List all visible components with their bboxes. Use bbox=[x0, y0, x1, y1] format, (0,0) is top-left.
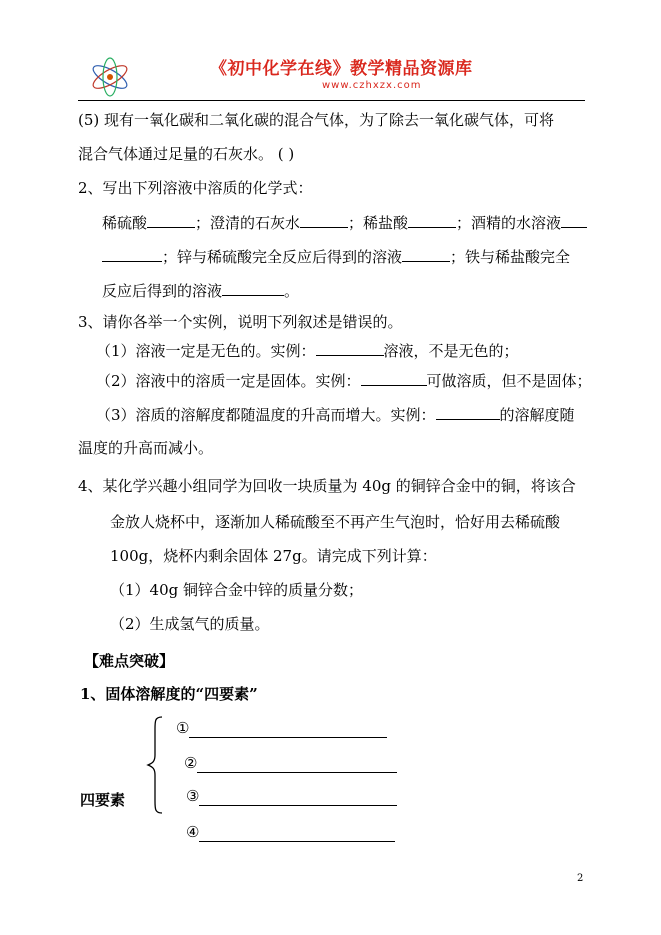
q2-period: 。 bbox=[284, 282, 300, 300]
element-marker-2: ② bbox=[184, 754, 198, 772]
section-heading: 【难点突破】 bbox=[84, 652, 175, 670]
left-brace-icon bbox=[146, 715, 164, 815]
element-row-4 bbox=[186, 822, 395, 842]
q4-line1: 4、某化学兴趣小组同学为回收一块质量为 40g 的铜锌合金中的铜，将该合 bbox=[78, 477, 576, 495]
element-blank-4[interactable] bbox=[199, 825, 395, 842]
q2-line2 bbox=[102, 246, 570, 267]
element-blank-2[interactable] bbox=[197, 756, 397, 773]
q3-blank-2[interactable] bbox=[361, 370, 427, 386]
q2-stem: 2、写出下列溶液中溶质的化学式： bbox=[78, 179, 313, 197]
element-row-2 bbox=[184, 753, 397, 773]
element-blank-3[interactable] bbox=[199, 789, 397, 806]
q1-item5-line2: 混合气体通过足量的石灰水。 ( ) bbox=[78, 145, 295, 163]
q2-line3 bbox=[102, 280, 299, 301]
element-blank-1[interactable] bbox=[189, 721, 387, 738]
q2-blank-4a[interactable] bbox=[561, 212, 587, 228]
q2-label-zinc-sulfuric: ；锌与稀硫酸完全反应后得到的溶液 bbox=[162, 248, 403, 266]
element-marker-1: ① bbox=[176, 719, 190, 737]
q3-item3-text-end: 的溶解度随 bbox=[499, 406, 575, 424]
q3-item2 bbox=[96, 370, 592, 391]
q2-label-dilute-sulfuric: 稀硫酸 bbox=[102, 214, 148, 232]
q2-blank-6[interactable] bbox=[222, 280, 284, 296]
page-number: 2 bbox=[577, 873, 584, 884]
q2-label-iron-hcl: ；铁与稀盐酸完全 bbox=[450, 248, 571, 266]
q4-sub1: （1）40g 铜锌合金中锌的质量分数； bbox=[110, 581, 364, 599]
element-marker-4: ④ bbox=[186, 823, 200, 841]
four-elements-label: 四要素 bbox=[80, 791, 126, 809]
q4-line3: 100g，烧杯内剩余固体 27g。请完成下列计算： bbox=[110, 547, 437, 565]
q3-item1-text: （1）溶液一定是无色的。实例： bbox=[96, 342, 316, 360]
q2-line1 bbox=[102, 212, 587, 233]
element-row-1 bbox=[176, 718, 387, 738]
q2-blank-1[interactable] bbox=[147, 212, 195, 228]
q2-label-limewater: ；澄清的石灰水 bbox=[195, 214, 301, 232]
q2-blank-3[interactable] bbox=[408, 212, 456, 228]
element-row-3 bbox=[186, 786, 397, 806]
header-url: www.czhxzx.com bbox=[322, 80, 422, 91]
q3-item3-text: （3）溶质的溶解度都随温度的升高而增大。实例： bbox=[96, 406, 436, 424]
q3-blank-1[interactable] bbox=[316, 340, 384, 356]
q3-item1-text-end: 溶液，不是无色的； bbox=[383, 342, 519, 360]
section-subheading: 1、固体溶解度的“四要素” bbox=[80, 685, 258, 703]
q4-sub2: （2）生成氢气的质量。 bbox=[110, 615, 270, 633]
q3-item3-cont: 温度的升高而减小。 bbox=[78, 439, 214, 457]
element-marker-3: ③ bbox=[186, 787, 200, 805]
q2-label-dilute-hcl: ；稀盐酸 bbox=[348, 214, 409, 232]
q2-blank-5[interactable] bbox=[402, 246, 450, 262]
q3-blank-3[interactable] bbox=[436, 404, 500, 420]
q3-stem: 3、请你各举一个实例，说明下列叙述是错误的。 bbox=[78, 313, 403, 331]
header-title: 《初中化学在线》教学精品资源库 bbox=[210, 59, 473, 79]
q3-item1 bbox=[96, 340, 519, 361]
q3-item3 bbox=[96, 404, 575, 425]
q1-item5-line1: (5) 现有一氧化碳和二氧化碳的混合气体，为了除去一氧化碳气体，可将 bbox=[78, 111, 555, 129]
q2-label-alcohol-solution: ；酒精的水溶液 bbox=[456, 214, 562, 232]
q2-label-iron-hcl-cont: 反应后得到的溶液 bbox=[102, 282, 223, 300]
q2-blank-4b[interactable] bbox=[102, 246, 162, 262]
atom-logo-icon bbox=[88, 57, 132, 97]
q4-line2: 金放人烧杯中，逐渐加人稀硫酸至不再产生气泡时，恰好用去稀硫酸 bbox=[110, 513, 561, 531]
q3-item2-text-end: 可做溶质，但不是固体； bbox=[426, 372, 592, 390]
q2-blank-2[interactable] bbox=[300, 212, 348, 228]
header-divider bbox=[78, 100, 585, 101]
q3-item2-text: （2）溶液中的溶质一定是固体。实例： bbox=[96, 372, 361, 390]
